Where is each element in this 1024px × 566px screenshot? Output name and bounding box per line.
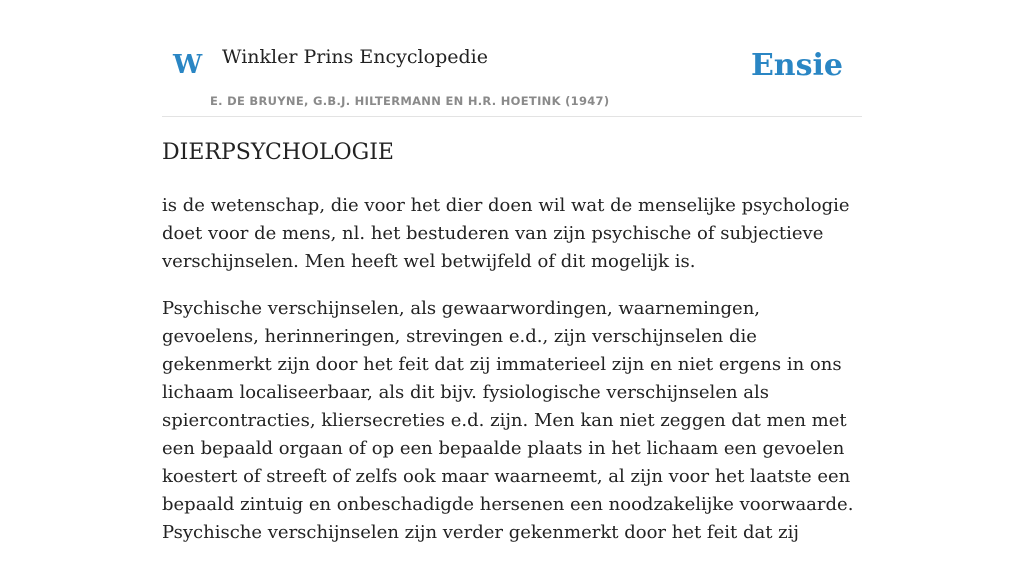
content xyxy=(162,0,862,543)
article-paragraph: is de wetenschap, die voor het dier doen wil wat de menselijke psychologie doet voor de mens, nl. het bestuderen van zijn psychische of subjectieve verschijnselen. Men heeft wel betwijfeld of dit mogelijk is. xyxy=(162,195,850,272)
site-title[interactable]: Winkler Prins Encyclopedie xyxy=(222,46,488,68)
site-header xyxy=(162,0,862,117)
ensie-logo[interactable]: Ensie xyxy=(750,48,843,83)
winkler-prins-logo-icon[interactable]: W xyxy=(173,50,203,80)
article-body xyxy=(162,192,862,566)
article-paragraph: Psychische verschijnselen, als gewaarwordingen, waarnemingen, gevoelens, herinneringen, strevingen e.d., zijn verschijnselen die gekenmerkt zijn door het feit dat zij immaterieel zijn en niet ergens in ons lichaam localiseerbaar, als dit bijv. fysiologische verschijnselen als spiercontracties, kliersecreties e.d. zijn. Men kan niet zeggen dat men met een bepaald orgaan of op een bepaalde plaats in het lichaam een gevoelen koestert of streeft of zelfs ook maar waarneemt, al zijn voor het laatste een bepaald zintuig en onbeschadigde hersenen een noodzakelijke voorwaarde. Psychische verschijnselen zijn verder gekenmerkt door het feit dat zij xyxy=(162,298,854,543)
article-title: DIERPSYCHOLOGIE xyxy=(162,140,394,165)
site-authors: E. DE BRUYNE, G.B.J. HILTERMANN EN H.R. HOETINK (1947) xyxy=(210,94,610,108)
